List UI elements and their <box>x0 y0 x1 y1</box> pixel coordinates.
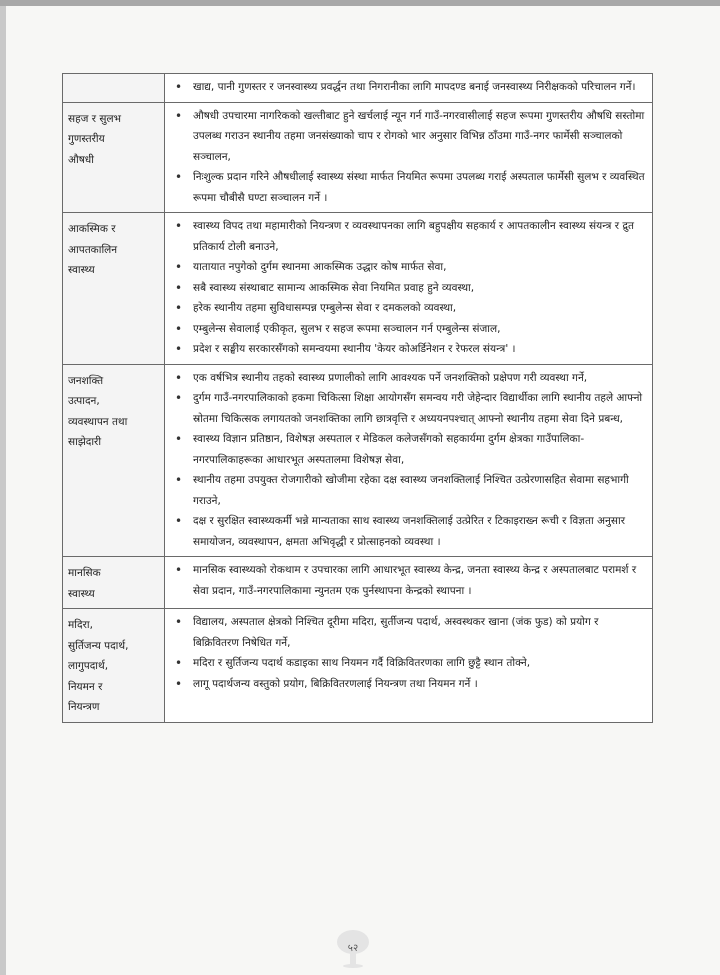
row-label: मदिरा, सुर्तिजन्य पदार्थ, लागुपदार्थ, नियमन र नियन्त्रण <box>63 609 165 723</box>
bullet-list <box>171 216 646 360</box>
row-label <box>63 74 165 103</box>
row-label: सहज र सुलभ गुणस्तरीय औषधी <box>63 102 165 213</box>
table-row <box>63 213 653 365</box>
bullet-point: • मानसिक स्वास्थ्यको रोकथाम र उपचारका लागि आधारभूत स्वास्थ्य केन्द्र, जनता स्वास्थ्य केन्द्र र अस्पतालबाट परामर्श र सेवा प्रदान, गाउँ-नगरपालिकामा न्युनतम एक पुर्नस्थापना केन्द्रको स्थापना । <box>193 560 646 601</box>
bullet-point: • दक्ष र सुरक्षित स्वास्थ्यकर्मी भन्ने मान्यताका साथ स्वास्थ्य जनशक्तिलाई उत्प्रेरित र टिकाइराख्न रूची र विज्ञता अनुसार समायोजन, व्यवस्थापन, क्षमता अभिवृद्धी र प्रोत्साहनको व्यवस्था । <box>193 511 646 552</box>
row-content <box>165 213 653 365</box>
bullet-point: • सबै स्वास्थ्य संस्थाबाट सामान्य आकस्मिक सेवा नियमित प्रवाह हुने व्यवस्था, <box>193 278 646 299</box>
row-label: आकस्मिक र आपतकालिन स्वास्थ्य <box>63 213 165 365</box>
bullet-point: • हरेक स्थानीय तहमा सुविधासम्पन्न एम्बुलेन्स सेवा र दमकलको व्यवस्था, <box>193 298 646 319</box>
table-row <box>63 364 653 557</box>
bullet-point: • औषधी उपचारमा नागरिकको खल्तीबाट हुने खर्चलाई न्यून गर्न गाउँ-नगरवासीलाई सहज रूपमा गुणस्तरीय औषधि सस्तोमा उपलब्ध गराउन स्थानीय तहमा जनसंख्याको चाप र रोगको भार अनुसार विभिन्न ठाँउमा गाउँ-नगर फार्मेसी सञ्चालको सञ्चालन, <box>193 106 646 168</box>
table-row <box>63 557 653 609</box>
bullet-point: • खाद्य, पानी गुणस्तर र जनस्वास्थ्य प्रवर्द्धन तथा निगरानीका लागि मापदण्ड बनाई जनस्वास्थ्य निरीक्षकको परिचालन गर्ने। <box>193 77 646 98</box>
table-row <box>63 609 653 723</box>
bullet-list <box>171 612 646 694</box>
bullet-point: • एम्बुलेन्स सेवालाई एकीकृत, सुलभ र सहज रूपमा सञ्चालन गर्न एम्बुलेन्स संजाल, <box>193 319 646 340</box>
table-row <box>63 102 653 213</box>
bullet-point: • लागू पदार्थजन्य वस्तुको प्रयोग, बिक्रिवितरणलाई नियन्त्रण तथा नियमन गर्ने । <box>193 674 646 695</box>
bullet-point: • मदिरा र सुर्तिजन्य पदार्थ कडाइका साथ नियमन गर्दै विक्रिवितरणका लागि छुट्टै स्थान तोक्ने, <box>193 653 646 674</box>
bullet-list <box>171 560 646 601</box>
row-content <box>165 557 653 609</box>
policy-table <box>62 73 653 723</box>
bullet-list <box>171 106 646 209</box>
row-label: मानसिक स्वास्थ्य <box>63 557 165 609</box>
table-row <box>63 74 653 103</box>
policy-table-body <box>63 74 653 723</box>
bullet-point: • विद्यालय, अस्पताल क्षेत्रको निश्चित दूरीमा मदिरा, सुर्तीजन्य पदार्थ, अस्वस्थकर खाना (जंक फुड) को प्रयोग र बिक्रिवितरण निषेधित गर्ने, <box>193 612 646 653</box>
bullet-point: • दुर्गम गाउँ-नगरपालिकाको हकमा चिकित्सा शिक्षा आयोगसँग समन्वय गरी जेहेन्दार विद्यार्थीका लागि स्थानीय तहले आफ्नो स्रोतमा चिकित्सक लगायतको जनशक्तिका लागि छात्रवृत्ति र अध्ययनपश्चात् आफ्नो स्थानीय तहमा सेवा दिने प्रबन्ध, <box>193 388 646 429</box>
row-label: जनशक्ति उत्पादन, व्यवस्थापन तथा साझेदारी <box>63 364 165 557</box>
row-content <box>165 74 653 103</box>
bullet-point: • यातायात नपुगेको दुर्गम स्थानमा आकस्मिक उद्धार कोष मार्फत सेवा, <box>193 257 646 278</box>
page-number-footer <box>333 928 373 968</box>
bullet-list <box>171 77 646 98</box>
page-number: ५२ <box>347 943 359 954</box>
bullet-point: • स्वास्थ्य विज्ञान प्रतिष्ठान, विशेषज्ञ अस्पताल र मेडिकल कलेजसँगको सहकार्यमा दुर्गम क्षेत्रका गाउँपालिका-नगरपालिकाहरूका आधारभूत अस्पतालमा विशेषज्ञ सेवा, <box>193 429 646 470</box>
bullet-list <box>171 368 646 553</box>
row-content <box>165 364 653 557</box>
bullet-point: • एक वर्षभित्र स्थानीय तहको स्वास्थ्य प्रणालीको लागि आवश्यक पर्ने जनशक्तिको प्रक्षेपण गरी व्यवस्था गर्ने, <box>193 368 646 389</box>
bullet-point: • प्रदेश र सङ्घीय सरकारसँगको समन्वयमा स्थानीय 'केयर कोअर्डिनेशन र रेफरल संयन्त्र' । <box>193 339 646 360</box>
bullet-point: • स्वास्थ्य विपद तथा महामारीको नियन्त्रण र व्यवस्थापनका लागि बहुपक्षीय सहकार्य र आपतकालीन स्वास्थ्य संयन्त्र र द्रुत प्रतिकार्य टोली बनाउने, <box>193 216 646 257</box>
row-content <box>165 609 653 723</box>
bullet-point: • स्थानीय तहमा उपयुक्त रोजगारीको खोजीमा रहेका दक्ष स्वास्थ्य जनशक्तिलाई निश्चित उत्प्रेरणासहित सेवामा सहभागी गराउने, <box>193 470 646 511</box>
row-content <box>165 102 653 213</box>
bullet-point: • निःशुल्क प्रदान गरिने औषधीलाई स्वास्थ्य संस्था मार्फत नियमित रूपमा उपलब्ध गराई अस्पताल फार्मेसी सुलभ र व्यवस्थित रूपमा चौबीसै घण्टा सञ्चालन गर्ने । <box>193 167 646 208</box>
